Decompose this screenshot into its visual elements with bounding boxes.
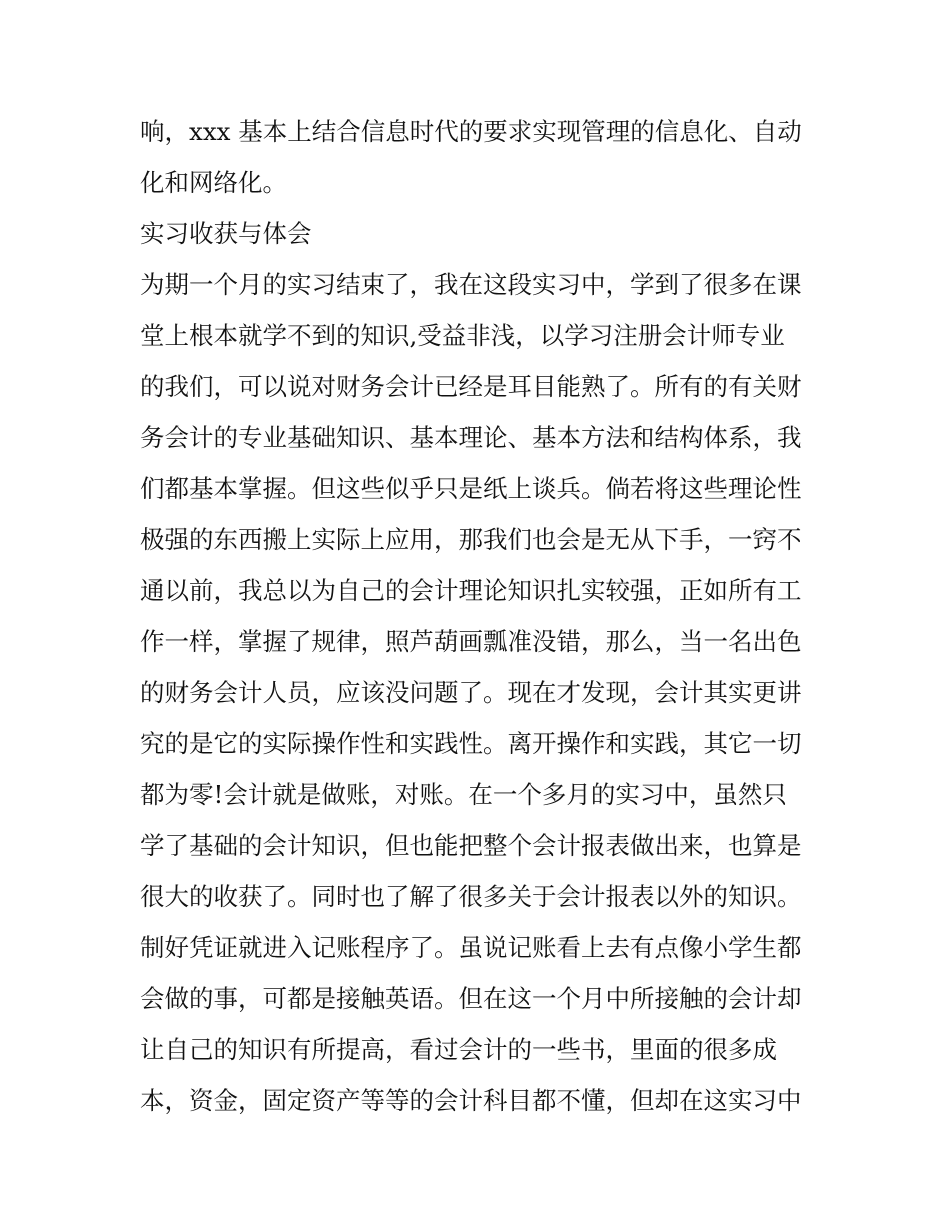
text-line: 们都基本掌握。但这些似乎只是纸上谈兵。倘若将这些理论性 xyxy=(140,474,802,503)
text-line: 都为零!会计就是做账，对账。在一个多月的实习中，虽然只 xyxy=(140,780,787,809)
text-line: 让自己的知识有所提高，看过会计的一些书，里面的很多成 xyxy=(140,1035,777,1064)
text-line: 响，xxx 基本上结合信息时代的要求实现管理的信息化、自动 xyxy=(140,117,802,146)
text-line: 为期一个月的实习结束了，我在这段实习中，学到了很多在课 xyxy=(140,270,802,299)
text-line: 很大的收获了。同时也了解了很多关于会计报表以外的知识。 xyxy=(140,882,802,911)
text-line: 制好凭证就进入记账程序了。虽说记账看上去有点像小学生都 xyxy=(140,933,802,962)
text-line: 务会计的专业基础知识、基本理论、基本方法和结构体系，我 xyxy=(140,423,802,452)
section-heading: 实习收获与体会 xyxy=(140,219,312,248)
text-line: 作一样，掌握了规律，照芦葫画瓢准没错，那么，当一名出色 xyxy=(140,627,802,656)
text-line: 究的是它的实际操作性和实践性。离开操作和实践，其它一切 xyxy=(140,729,802,758)
text-line: 极强的东西搬上实际上应用，那我们也会是无从下手，一窍不 xyxy=(140,525,802,554)
text-line: 通以前，我总以为自己的会计理论知识扎实较强，正如所有工 xyxy=(140,576,802,605)
text-line: 学了基础的会计知识，但也能把整个会计报表做出来，也算是 xyxy=(140,831,802,860)
text-line: 的我们，可以说对财务会计已经是耳目能熟了。所有的有关财 xyxy=(140,372,802,401)
text-line: 的财务会计人员，应该没问题了。现在才发现，会计其实更讲 xyxy=(140,678,802,707)
body-text xyxy=(140,106,820,1126)
text-line: 本，资金，固定资产等等的会计科目都不懂，但却在这实习中 xyxy=(140,1086,802,1115)
text-line: 会做的事，可都是接触英语。但在这一个月中所接触的会计却 xyxy=(140,984,802,1013)
text-line: 化和网络化。 xyxy=(140,168,287,197)
text-line: 堂上根本就学不到的知识,受益非浅，以学习注册会计师专业 xyxy=(140,321,785,350)
